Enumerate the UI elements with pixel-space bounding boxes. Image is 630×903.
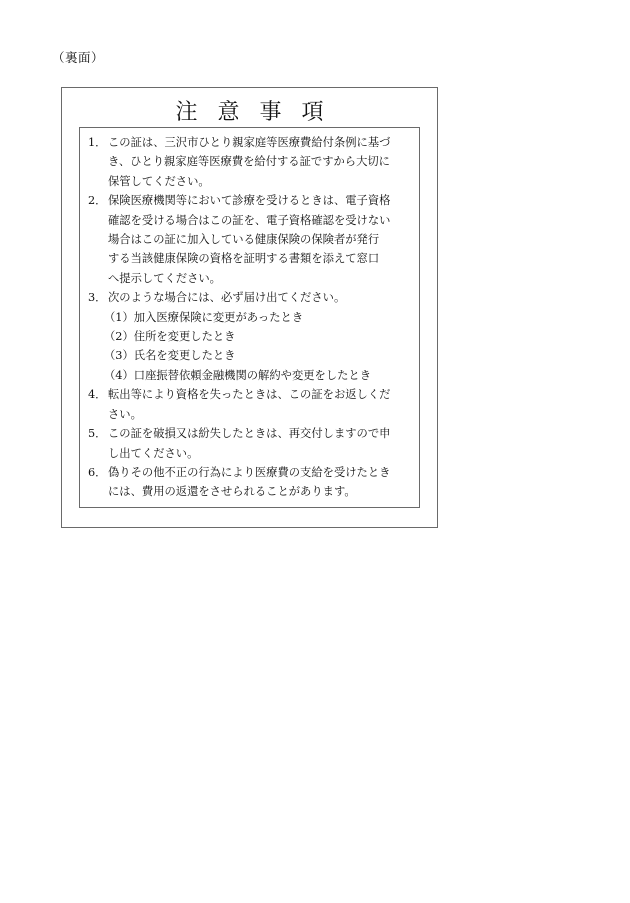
item-line: 偽りその他不正の行為により医療費の支給を受けたとき [108, 465, 391, 479]
item-line: この証は、三沢市ひとり親家庭等医療費給付条例に基づ [108, 136, 391, 149]
item-line: へ提示してください。 [108, 271, 221, 285]
sub-item-3: （3）氏名を変更したとき [104, 349, 236, 363]
notice-item-1 [88, 133, 413, 191]
sub-item-1: （1）加入医療保険に変更があったとき [104, 310, 304, 324]
item-number: 5． [88, 427, 107, 441]
notice-item-2 [88, 191, 413, 288]
item-line: する当該健康保険の資格を証明する書類を添えて窓口 [108, 252, 380, 266]
item-line: この証を破損又は紛失したときは、再交付しますので申 [108, 427, 391, 441]
notice-list [79, 127, 420, 508]
item-number: 6． [88, 465, 107, 479]
item-line: 保険医療機関等において診療を受けるときは、電子資格 [108, 194, 391, 208]
item-text [108, 385, 390, 424]
item-text [108, 463, 390, 502]
item-line: き、ひとり親家庭等医療費を給付する証ですから大切に [108, 155, 390, 169]
notice-item-6 [88, 463, 413, 502]
item-text [108, 424, 390, 463]
item-line: し出てください。 [108, 446, 199, 460]
item-text [108, 288, 345, 307]
item-text [108, 133, 390, 191]
notice-item-3 [88, 288, 413, 307]
item-text [108, 191, 390, 288]
item-line: 確認を受ける場合はこの証を、電子資格確認を受けない [108, 213, 391, 227]
item-number: 1． [88, 136, 107, 149]
item-number: 3． [88, 291, 107, 305]
side-label: （裏面） [52, 50, 105, 65]
notice-frame [61, 87, 438, 528]
notice-item-4 [88, 385, 413, 424]
item-line: 場合はこの証に加入している健康保険の保険者が発行 [108, 233, 380, 247]
notice-item-5 [88, 424, 413, 463]
item-line: には、費用の返還をさせられることがあります。 [108, 485, 356, 499]
notice-title: 注意事項 [175, 100, 344, 125]
item-number: 4． [88, 388, 107, 402]
sub-item-4: （4）口座振替依頼金融機関の解約や変更をしたとき [104, 368, 372, 382]
item-line: 転出等により資格を失ったときは、この証をお返しくだ [108, 388, 391, 402]
sub-item-2: （2）住所を変更したとき [104, 330, 236, 344]
item-number: 2． [88, 194, 107, 208]
item-line: 保管してください。 [108, 174, 210, 188]
item-line: さい。 [108, 407, 142, 421]
item-line: 次のような場合には、必ず届け出てください。 [108, 291, 346, 305]
